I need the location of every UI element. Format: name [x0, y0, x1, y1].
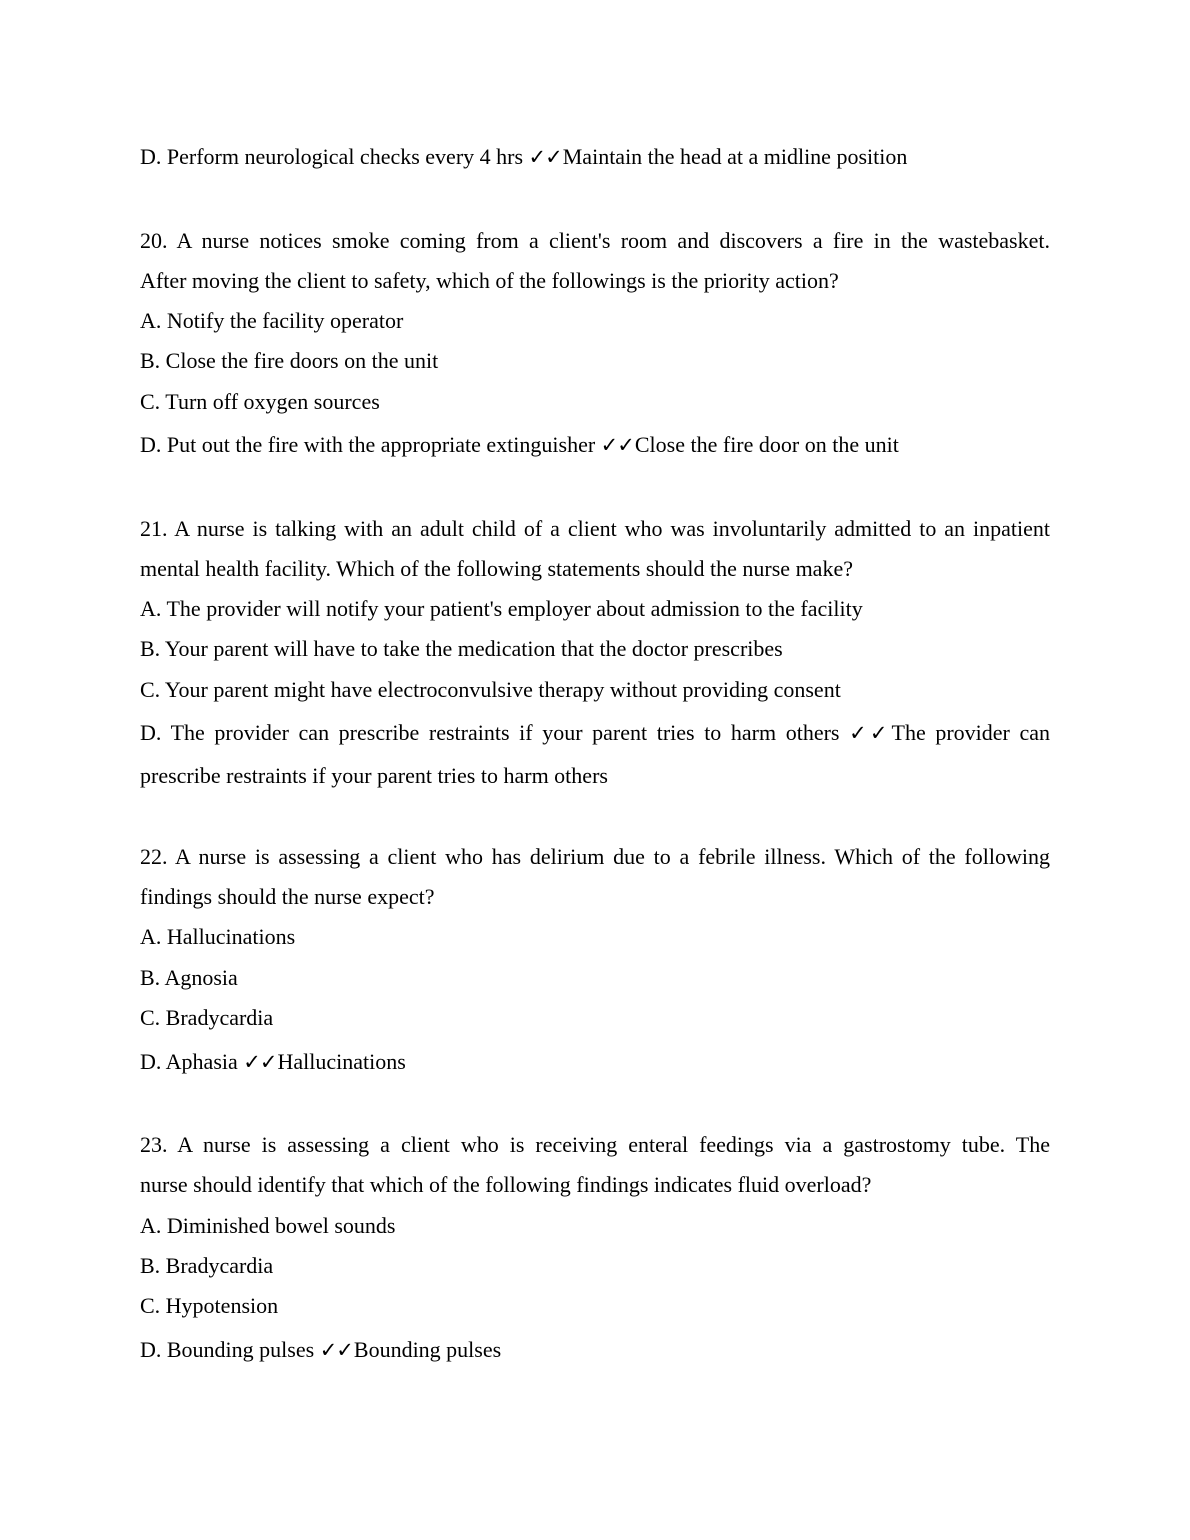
q21-option-a: A. The provider will notify your patient's employer about admission to the facility: [140, 596, 863, 621]
q23-option-b: B. Bradycardia: [140, 1253, 274, 1278]
check-mark-icon: ✓✓: [849, 721, 891, 745]
q23-option-c: C. Hypotension: [140, 1293, 279, 1318]
check-mark-icon: ✓✓: [243, 1050, 277, 1074]
q21-option-b: B. Your parent will have to take the medication that the doctor prescribes: [140, 636, 783, 661]
q19-answer: Maintain the head at a midline position: [562, 144, 908, 169]
check-mark-icon: ✓✓: [319, 1338, 353, 1362]
q20-stem-line1: 20. A nurse notices smoke coming from a client's room and discovers a fire in the wastebasket.: [140, 228, 1050, 253]
q22-answer: Hallucinations: [277, 1049, 406, 1074]
check-mark-icon: ✓✓: [600, 433, 634, 457]
q23-option-d: [140, 1337, 1050, 1363]
q20-option-d: [140, 432, 1050, 458]
q22-stem-line2: findings should the nurse expect?: [140, 884, 435, 909]
q23-stem-line1: 23. A nurse is assessing a client who is receiving enteral feedings via a gastrostomy tube. The: [140, 1132, 1050, 1157]
q23-answer: Bounding pulses: [353, 1337, 502, 1362]
q20-option-a: A. Notify the facility operator: [140, 308, 404, 333]
q23-option-d-text: D. Bounding pulses: [140, 1337, 320, 1362]
q21-option-d-text: D. The provider can prescribe restraints if your parent tries to harm others: [140, 720, 850, 745]
q19-option-d: [140, 144, 1050, 170]
q21-option-c: C. Your parent might have electroconvulsive therapy without providing consent: [140, 677, 841, 702]
q20-answer: Close the fire door on the unit: [634, 432, 899, 457]
q23-stem-line2: nurse should identify that which of the following findings indicates fluid overload?: [140, 1172, 872, 1197]
q23-option-a: A. Diminished bowel sounds: [140, 1213, 396, 1238]
q20-option-d-text: D. Put out the fire with the appropriate extinguisher: [140, 432, 601, 457]
q20-option-b: B. Close the fire doors on the unit: [140, 348, 439, 373]
q21-stem-line1: 21. A nurse is talking with an adult child of a client who was involuntarily admitted to an inpatient: [140, 516, 1050, 541]
q21-stem-line2: mental health facility. Which of the following statements should the nurse make?: [140, 556, 853, 581]
q22-option-d: [140, 1049, 1050, 1075]
q22-stem-line1: 22. A nurse is assessing a client who has delirium due to a febrile illness. Which of the following: [140, 844, 1050, 869]
q21-answer-line1: The provider can: [891, 720, 1051, 745]
q22-option-c: C. Bradycardia: [140, 1005, 274, 1030]
q20-stem-line2: After moving the client to safety, which of the followings is the priority action?: [140, 268, 839, 293]
q21-answer-line2: prescribe restraints if your parent tries to harm others: [140, 763, 608, 788]
q22-option-a: A. Hallucinations: [140, 924, 296, 949]
check-mark-icon: ✓✓: [528, 145, 562, 169]
q19-option-d-text: D. Perform neurological checks every 4 hrs: [140, 144, 529, 169]
q22-option-b: B. Agnosia: [140, 965, 238, 990]
q22-option-d-text: D. Aphasia: [140, 1049, 244, 1074]
q21-option-d: [140, 720, 1050, 746]
q20-option-c: C. Turn off oxygen sources: [140, 389, 380, 414]
